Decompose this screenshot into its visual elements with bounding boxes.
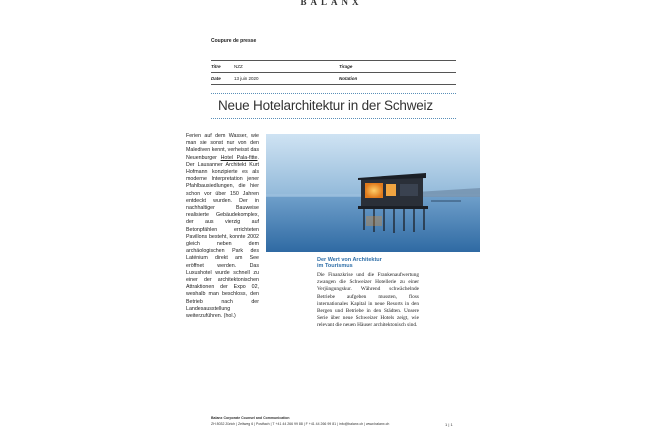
headline-rule-bottom	[211, 118, 456, 119]
meta-rule-bottom	[211, 84, 456, 85]
clip-label: Coupure de presse	[211, 38, 257, 44]
hotel-palafitte-image	[266, 134, 480, 252]
meta-notation-label: Notation	[339, 76, 358, 81]
hotel-photo	[266, 134, 480, 252]
meta-date-value: 13 juin 2020	[234, 76, 259, 81]
meta-rule-mid	[211, 72, 456, 73]
meta-rule-top	[211, 60, 456, 61]
meta-date-label: Date	[211, 76, 221, 81]
article-headline: Neue Hotelarchitektur in der Schweiz	[218, 98, 433, 113]
page-number: 1 | 1	[445, 422, 453, 427]
meta-titre-value: NZZ	[234, 64, 243, 69]
balanx-logo: BALANX	[300, 0, 363, 7]
hotel-palafitte-link[interactable]: Hotel Pala-fitte	[220, 154, 258, 161]
meta-titre-label: Titre	[211, 64, 221, 69]
caption-body: Die Finanzkrise und die Frankenaufwertung zwangen die Schweizer Hotellerie zu einer Verjüngungskur. Während schwächelnde Betriebe aufgeben mussten, floss internationales Kapital in neue Resorts in den Bergen und Betriebe in den Städten. Unsere Serie über neue Schweizer Hotels zeigt, wie relevant die neuen Häuser architektonisch sind.	[317, 272, 419, 329]
headline-rule-top	[211, 93, 456, 94]
footer-address: ZH 8032 Zürich | Zeltweg 6 | Postfach | T +41 44 266 99 88 | F +41 44 266 99 81 | info@balanx.ch | www.balanx.ch	[211, 422, 390, 426]
meta-tirage-label: Tirage	[339, 64, 353, 69]
article-body-left: Ferien auf dem Wasser, wie man sie sonst nur von den Malediven kennt, verheisst das Neuenburger Hotel Pala-fitte. Der Lausanner Architekt Kurt Hofmann konzipierte es als moderne Interpretation jener Pfahlbausiedlungen, die hier schon vor über 150 Jahren entdeckt wurden. Der in nachhaltiger Bauweise realisierte Gebäudekomplex, der aus vierzig auf Betonpfählen errichteten Pavillons besteht, konnte 2002 gleich neben dem archäologischen Park des Laténium direkt am See eröffnet werden. Das Luxushotel wurde schnell zu einer der architektonischen Attraktionen der Expo 02, weshalb man beschloss, den Betrieb nach der Landesausstellung weiterzuführen. (hol.)	[186, 133, 259, 320]
caption-title: Der Wert von Architektur im Tourismus	[317, 257, 382, 270]
footer-company: Balanx Corporate Counsel and Communication	[211, 416, 290, 420]
